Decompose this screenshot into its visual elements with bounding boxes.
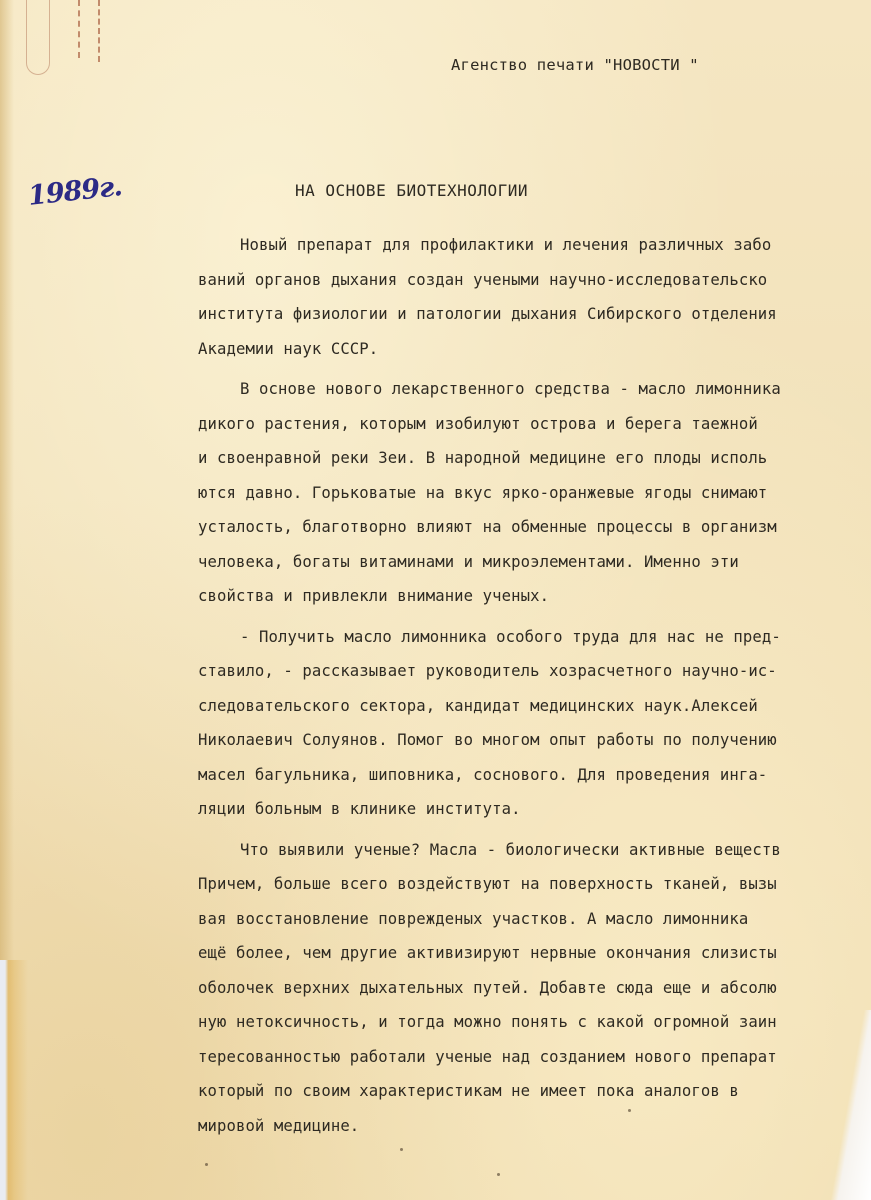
- text-line: оболочек верхних дыхательных путей. Добавте сюда еще и абсолю: [198, 978, 777, 997]
- text-line: человека, богаты витаминами и микроэлементами. Именно эти: [198, 552, 739, 571]
- text-line: масел багульника, шиповника, соснового. Для проведения инга-: [198, 765, 768, 784]
- text-line: ются давно. Горьковатые на вкус ярко-оранжевые ягоды снимают: [198, 483, 768, 502]
- rust-mark: [98, 0, 100, 62]
- text-line: тересованностью работали ученые над созданием нового препарат: [198, 1047, 777, 1066]
- text-line: В основе нового лекарственного средства - масло лимонника: [240, 380, 781, 398]
- text-line: - Получить масло лимонника особого труда для нас не пред-: [240, 627, 781, 646]
- text-line: усталость, благотворно влияют на обменные процессы в организм: [198, 518, 777, 536]
- paragraph-4: [198, 833, 871, 1144]
- text-line: ную нетоксичность, и тогда можно понять с какой огромной заин: [198, 1013, 777, 1031]
- text-line: Причем, больше всего воздействуют на поверхность тканей, вызы: [198, 875, 777, 893]
- text-line: дикого растения, которым изобилуют острова и берега таежной: [198, 414, 758, 433]
- text-line: вая восстановление поврежденых участков. А масло лимонника: [198, 909, 749, 928]
- agency-header: Агенство печати "НОВОСТИ ": [451, 56, 699, 74]
- text-line: свойства и привлекли внимание ученых.: [198, 587, 550, 605]
- text-line: Академии наук СССР.: [198, 339, 379, 358]
- paper-speck: [205, 1163, 208, 1166]
- document-title: НА ОСНОВЕ БИОТЕХНОЛОГИИ: [295, 181, 529, 200]
- document-body: [198, 228, 871, 1149]
- text-line: ваний органов дыхания создан учеными научно-исследовательско: [198, 270, 768, 289]
- text-line: мировой медицине.: [198, 1116, 360, 1135]
- text-line: и своенравной реки Зеи. В народной медицине его плоды исполь: [198, 449, 768, 467]
- text-line: Николаевич Солуянов. Помог во многом опыт работы по получению: [198, 731, 777, 749]
- text-line: Новый препарат для профилактики и лечения различных забо: [240, 236, 772, 254]
- rust-mark: [78, 0, 80, 58]
- text-line: следовательского сектора, кандидат медицинских наук.Алексей: [198, 696, 758, 715]
- text-line: ляции больным в клинике института.: [198, 800, 521, 818]
- staple-mark: [26, 0, 50, 75]
- text-line: ставило, - рассказывает руководитель хозрасчетного научно-ис-: [198, 662, 777, 680]
- text-line: института физиологии и патологии дыхания Сибирского отделения: [198, 305, 777, 323]
- paper-speck: [497, 1173, 500, 1176]
- paragraph-3: [198, 620, 871, 827]
- text-line: который по своим характеристикам не имеет пока аналогов в: [198, 1082, 739, 1100]
- handwritten-date: 1989г.: [26, 171, 124, 212]
- text-line: Что выявили ученые? Масла - биологически активные веществ: [240, 840, 781, 859]
- text-line: ещё более, чем другие активизируют нервные окончания слизисты: [198, 944, 777, 962]
- torn-edge-left: [0, 960, 28, 1200]
- paragraph-2: [198, 372, 871, 614]
- paragraph-1: [198, 228, 871, 366]
